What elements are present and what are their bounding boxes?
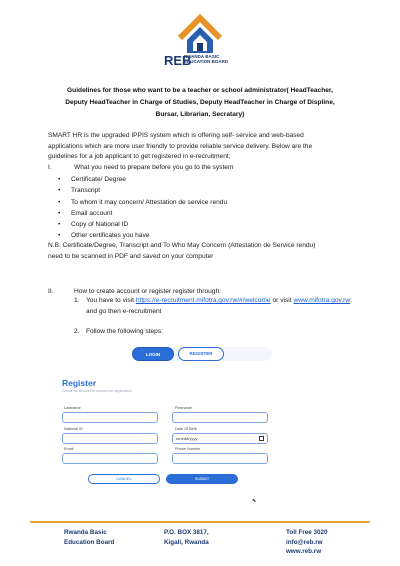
intro-line2: applications which are more user friendly to provide reliable service delivery. Below are the bbox=[48, 142, 313, 150]
footer-website: www.reb.rw bbox=[286, 548, 322, 555]
mouse-cursor-icon: ⬉ bbox=[252, 498, 257, 504]
mifotra-link[interactable]: www.mifotra.gov.rw bbox=[293, 297, 351, 304]
logo-name-line2: EDUCATION BOARD bbox=[184, 59, 229, 64]
title-line1: Guidelines for those who want to be a teacher or school administrator( HeadTeacher, bbox=[67, 87, 333, 94]
intro-line3: guidelines for a job applicant to get registered in e-recruitment; bbox=[48, 153, 231, 160]
footer-email: info@reb.rw bbox=[286, 538, 323, 546]
step-2-number: 2. bbox=[74, 328, 80, 335]
national-id-label: National ID bbox=[64, 427, 83, 431]
footer-org bbox=[64, 528, 114, 547]
lastname-label: Lastname bbox=[64, 406, 81, 410]
register-button[interactable]: REGISTER bbox=[178, 347, 224, 361]
intro-paragraph bbox=[48, 131, 352, 163]
login-button[interactable]: LOGIN bbox=[132, 347, 174, 361]
dob-input[interactable] bbox=[172, 433, 268, 444]
cancel-button[interactable]: CANCEL bbox=[88, 474, 160, 484]
registration-screenshot bbox=[58, 343, 298, 503]
note-line2: need to be scanned in PDF and saved on your computer bbox=[48, 252, 214, 260]
requirements-list bbox=[58, 174, 227, 242]
dob-label: Date Of Birth bbox=[175, 427, 197, 431]
firstname-label: Firstname bbox=[175, 406, 192, 410]
lastname-input[interactable] bbox=[62, 412, 158, 423]
footer-address-line2: Kigali, Rwanda bbox=[164, 538, 209, 546]
national-id-input[interactable] bbox=[62, 433, 158, 444]
section-1-text: What you need to prepare before you go to the system bbox=[74, 164, 234, 171]
step-1-suffix: : and go then e-recruitment bbox=[86, 297, 352, 315]
step-2-text: Follow the following steps: bbox=[86, 328, 163, 335]
intro-line1: SMART HR is the upgraded IPPIS system which is offering self- service and web-based bbox=[48, 132, 304, 139]
list-item: • Copy of National ID bbox=[58, 219, 227, 230]
dob-placeholder: mm/dd/yyyy bbox=[176, 436, 198, 441]
footer-tollfree: Toll Free 3020 bbox=[286, 529, 328, 536]
list-item: • Certificate/ Degree bbox=[58, 174, 227, 185]
footer-rule bbox=[30, 521, 370, 523]
list-item: • Other certificates you have bbox=[58, 230, 227, 241]
document-title bbox=[40, 85, 360, 121]
note-paragraph bbox=[48, 241, 352, 262]
step-1-prefix: You have to visit bbox=[86, 297, 134, 304]
register-form-subtitle: Create an account to access the application bbox=[62, 389, 132, 393]
note-line1: N.B: Certificate/Degree, Transcript and To Who May Concern (Attestation de Service rendu) bbox=[48, 242, 316, 249]
phone-label: Phone Number bbox=[175, 447, 201, 451]
footer-address-line1: P.O. BOX 3817, bbox=[164, 529, 209, 536]
footer-contact bbox=[286, 528, 328, 557]
email-label: Email bbox=[64, 447, 74, 451]
submit-button[interactable]: SUBMIT bbox=[166, 474, 238, 484]
list-item: • To whom it may concern/ Attestation de service rendu bbox=[58, 197, 227, 208]
logo-name-line1: RWANDA BASIC bbox=[184, 54, 220, 59]
logo-abbr: REB bbox=[164, 53, 192, 68]
step-1-or: or visit bbox=[272, 297, 292, 304]
calendar-icon[interactable] bbox=[259, 436, 264, 441]
email-input[interactable] bbox=[62, 453, 158, 464]
list-item: • Transcript bbox=[58, 185, 227, 196]
section-2-text: How to create account or register register through: bbox=[74, 288, 221, 295]
firstname-input[interactable] bbox=[172, 412, 268, 423]
e-recruitment-link[interactable]: https://e-recruitment.mifotra.gov.rw/#/welcome bbox=[135, 297, 271, 304]
auth-tab-bar bbox=[132, 347, 272, 361]
footer-address bbox=[164, 528, 209, 547]
title-line2: Deputy HeadTeacher in Charge of Studies, Deputy HeadTeacher in Charge of Displine, bbox=[65, 99, 335, 106]
section-2-number: II. bbox=[48, 288, 54, 295]
footer-org-line2: Education Board bbox=[64, 538, 115, 546]
register-form-title: Register bbox=[62, 378, 97, 388]
step-1-content bbox=[86, 296, 352, 317]
title-line3: Bursar, Librarian, Secratary) bbox=[155, 111, 245, 118]
phone-input[interactable] bbox=[172, 453, 268, 464]
footer-org-line1: Rwanda Basic bbox=[64, 529, 107, 536]
list-item: • Email account bbox=[58, 208, 227, 219]
logo-name bbox=[184, 54, 228, 64]
section-1-number: I. bbox=[48, 164, 52, 171]
step-1-number: 1. bbox=[74, 297, 80, 304]
